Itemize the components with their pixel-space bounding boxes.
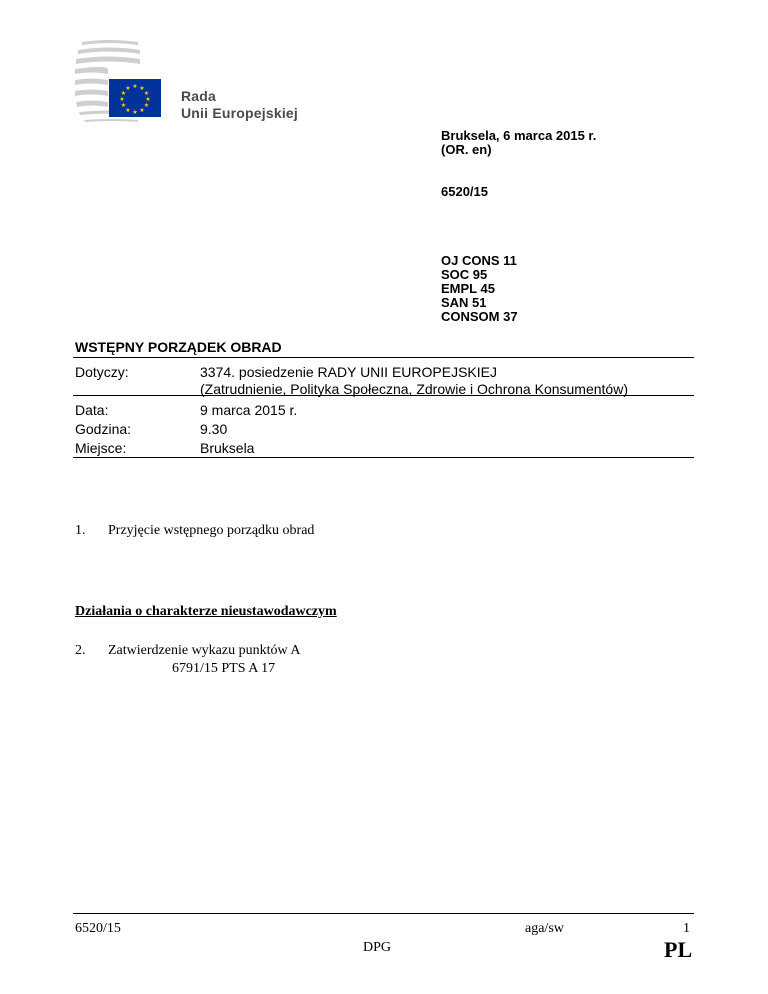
header-place-date-block (441, 129, 596, 157)
time-label: Godzina: (75, 421, 132, 437)
svg-text:★: ★ (132, 83, 138, 90)
code-oj-cons: OJ CONS 11 (441, 253, 517, 268)
subject-value (200, 364, 628, 398)
svg-text:★: ★ (139, 107, 145, 114)
original-language: (OR. en) (441, 142, 492, 157)
svg-text:★: ★ (143, 90, 150, 97)
meta-bottom-rule (73, 457, 694, 458)
svg-text:★: ★ (145, 96, 151, 103)
svg-text:★: ★ (125, 107, 131, 114)
svg-text:★: ★ (143, 102, 150, 109)
place-label: Miejsce: (75, 440, 127, 456)
agenda-item-1-text: Przyjęcie wstępnego porządku obrad (108, 523, 315, 538)
subject-line1: 3374. posiedzenie RADY UNII EUROPEJSKIEJ (200, 364, 497, 380)
agenda-item-2-reference: 6791/15 PTS A 17 (172, 661, 276, 676)
code-consom: CONSOM 37 (441, 309, 518, 324)
subject-line2: (Zatrudnienie, Polityka Społeczna, Zdrowie i Ochrona Konsumentów) (200, 381, 628, 397)
svg-text:★: ★ (139, 85, 145, 92)
title-rule (73, 357, 694, 358)
footer-rule (73, 913, 694, 914)
agenda-item-2-number: 2. (75, 643, 86, 658)
footer-initials: aga/sw (525, 921, 564, 936)
document-number: 6520/15 (441, 184, 488, 199)
date-value: 9 marca 2015 r. (200, 402, 298, 418)
svg-text:★: ★ (132, 109, 138, 116)
footer-doc-ref: 6520/15 (75, 921, 121, 936)
footer-page-number: 1 (683, 921, 690, 936)
classification-codes (441, 254, 518, 324)
svg-text:★: ★ (120, 90, 127, 97)
date-label: Data: (75, 402, 109, 418)
subject-label: Dotyczy: (75, 364, 129, 380)
council-name-line2: Unii Europejskiej (181, 105, 298, 121)
svg-text:★: ★ (120, 102, 127, 109)
place-date: Bruksela, 6 marca 2015 r. (441, 128, 597, 143)
code-soc: SOC 95 (441, 267, 488, 282)
section-heading: Działania o charakterze nieustawodawczym (75, 604, 337, 619)
agenda-item-2-text: Zatwierdzenie wykazu punktów A (108, 643, 301, 658)
place-value: Bruksela (200, 440, 255, 456)
code-empl: EMPL 45 (441, 281, 495, 296)
svg-text:★: ★ (125, 85, 131, 92)
svg-text:★: ★ (119, 96, 125, 103)
document-title: WSTĘPNY PORZĄDEK OBRAD (75, 339, 282, 355)
code-san: SAN 51 (441, 295, 487, 310)
footer-language: PL (664, 937, 693, 962)
council-name (181, 88, 298, 122)
time-value: 9.30 (200, 421, 228, 437)
subject-rule (73, 395, 694, 396)
footer-department: DPG (363, 940, 392, 955)
council-name-line1: Rada (181, 88, 217, 104)
agenda-item-1-number: 1. (75, 523, 86, 538)
